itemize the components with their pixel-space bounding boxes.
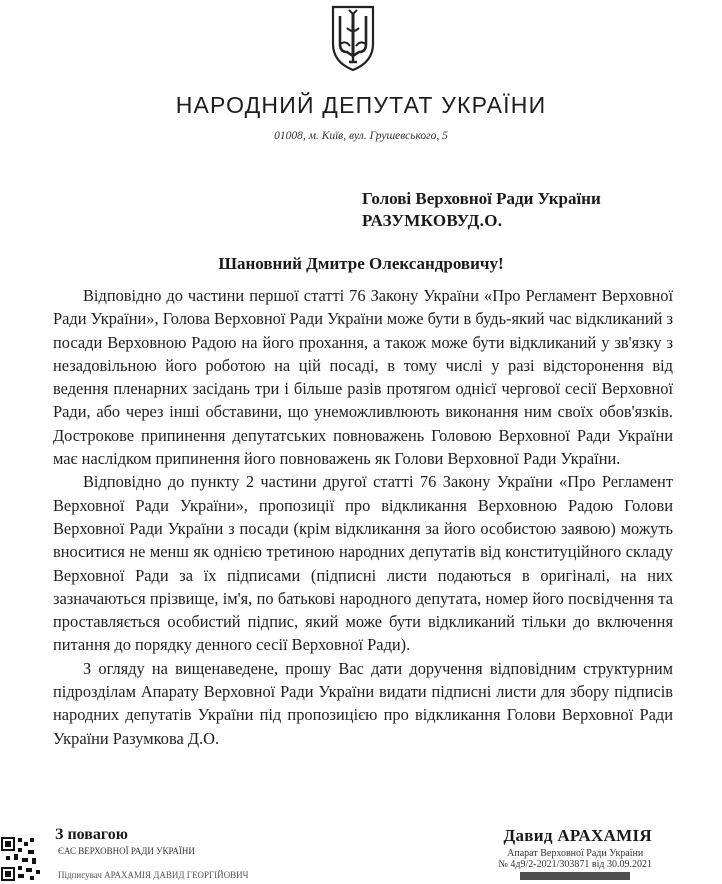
recipient-block [362,188,702,232]
paragraph-2: Відповідно до пункту 2 частини другої статті 76 Закону України «Про Регламент Верховної Ради України», пропозиції про відкликання Верховною Радою Голови Верховної Ради України з посади (крім відкликання за його особистою заявою) можуть вноситися не менш як однією третиною народних депутатів від конституційного складу Верховної Ради за їх підписами (підписні листи подаються в оригіналі, на них зазначаються прізвище, ім'я, по батькові народного депутата, номер його посвідчення та проставляється особистий підпис, який може бути відкликаний тільки до включення питання до порядку денного сесії Верховної Ради). [53,472,673,655]
paragraph-3: З огляду на вищенаведене, прошу Вас дати доручення відповідним структурним підрозділам Апарату Верховної Ради України видати підписні листи для збору підписів народних депутатів України під пропозицією про відкликання Голови Верховної Ради України Разумкова Д.О. [53,658,673,748]
signature-right-block [498,826,652,880]
paragraph-1: Відповідно до частини першої статті 76 Закону України «Про Регламент Верховної Ради України», Голова Верховної Ради України може бути в будь-який час відкликаний з посади Верховною Радою на його прохання, а також може бути відкликаний у зв'язку з незадовільною його роботою на цій посаді, в тому числі у разі відсторонення від ведення пленарних засідань три і більше разів протягом однієї чергової сесії Верховної Ради, або через інші обставини, що унеможливлюють виконання ним своїх обов'язків. Дострокове припинення депутатських повноважень Головою Верховної Ради України має наслідком припинення його повноважень як Голови Верховної Ради України. [53,286,673,469]
apparat-text: Апарат Верховної Ради України [507,848,644,859]
signed-by-text: Підписувач АРАХАМІЯ ДАВИД ГЕОРГІЙОВИЧ [58,870,249,880]
ses-stamp-text: ЄАС ВЕРХОВНОЇ РАДИ УКРАЇНИ [58,846,195,856]
letter-body [53,284,673,750]
signer-name: Давид АРАХАМІЯ [503,826,652,845]
signature-left-block [55,826,249,880]
stamp-strip [520,872,630,880]
salutation: Шановний Дмитре Олександровичу! [218,254,504,273]
qr-code-icon [0,834,42,884]
registration-number: № 4д9/2-2021/303871 від 30.09.2021 [498,859,652,870]
org-title: НАРОДНИЙ ДЕПУТАТ УКРАЇНИ [175,92,547,118]
regards-text: З повагою [55,826,128,843]
trident-emblem-icon [329,4,377,72]
recipient-line-name: РАЗУМКОВУД.О. [362,211,503,230]
recipient-line-title: Голові Верховної Ради України [362,189,601,208]
org-address: 01008, м. Київ, вул. Грушевського, 5 [274,130,448,142]
